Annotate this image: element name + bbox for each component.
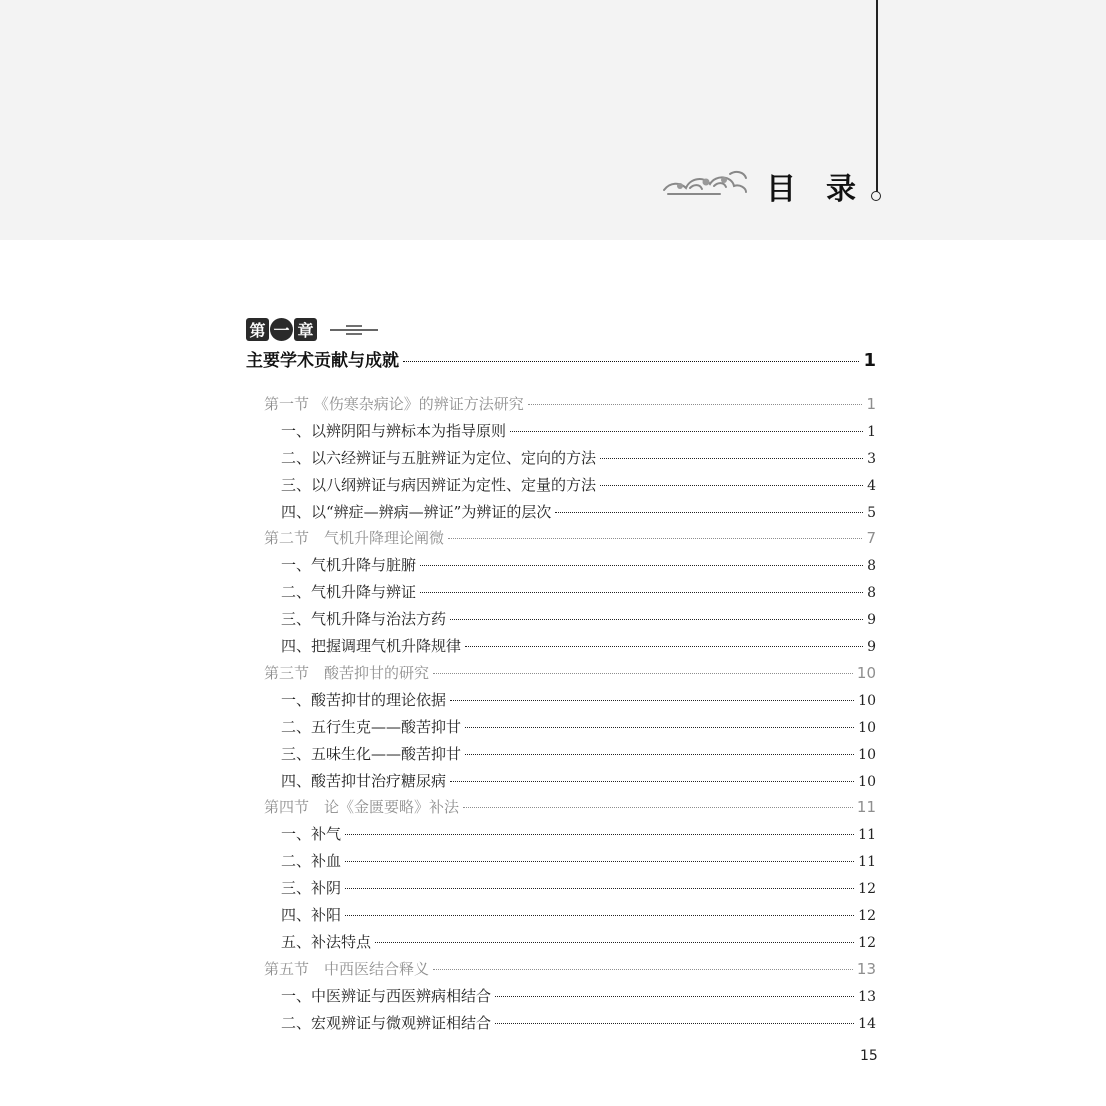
toc-page-number: 10 [858, 747, 876, 763]
dot-leader [345, 861, 854, 862]
toc-subsection-entry[interactable] [281, 770, 876, 791]
footer-page-number: 15 [860, 1048, 878, 1064]
toc-subsection-entry[interactable] [281, 447, 876, 468]
toc-chapter-title: 主要学术贡献与成就 [246, 351, 399, 371]
toc-subsection-label: 二、以六经辨证与五脏辨证为定位、定向的方法 [281, 449, 597, 467]
toc-page-number: 11 [858, 827, 876, 843]
toc-page-number: 12 [858, 935, 876, 951]
toc-page-number: 8 [867, 585, 876, 601]
toc-page-number: 12 [858, 908, 876, 924]
toc-page-number: 4 [867, 478, 876, 494]
dot-leader [463, 807, 853, 808]
toc-section-entry[interactable] [264, 393, 876, 414]
dot-leader [403, 361, 859, 362]
toc-subsection-entry[interactable] [281, 554, 876, 575]
toc-subsection-label: 一、以辨阴阳与辨标本为指导原则 [281, 422, 507, 440]
toc-subsection-entry[interactable] [281, 420, 876, 441]
toc-section-entry[interactable] [264, 958, 876, 979]
dot-leader [450, 619, 863, 620]
dot-leader [345, 888, 854, 889]
toc-subsection-entry[interactable] [281, 877, 876, 898]
toc-subsection-label: 一、中医辨证与西医辨病相结合 [281, 987, 492, 1005]
toc-page-number: 10 [858, 720, 876, 736]
toc-page-number: 12 [858, 881, 876, 897]
toc-page-number: 3 [867, 451, 876, 467]
toc-subsection-label: 二、五行生克——酸苦抑甘 [281, 718, 462, 736]
toc-page-number: 7 [866, 529, 876, 547]
toc-subsection-label: 一、补气 [281, 825, 342, 843]
chapter-badge-char: 章 [294, 318, 317, 341]
toc-section-label: 第五节 中西医结合释义 [264, 960, 430, 978]
dot-leader [600, 485, 863, 486]
toc-subsection-label: 三、以八纲辨证与病因辨证为定性、定量的方法 [281, 476, 597, 494]
toc-page-number: 10 [858, 774, 876, 790]
dot-leader [555, 512, 863, 513]
chapter-badge [246, 318, 318, 341]
toc-subsection-entry[interactable] [281, 931, 876, 952]
chapter-ornament-icon [330, 322, 378, 338]
toc-page-number: 9 [867, 639, 876, 655]
toc-subsection-label: 一、气机升降与脏腑 [281, 556, 417, 574]
toc-page-number: 11 [856, 798, 876, 816]
toc-subsection-entry[interactable] [281, 581, 876, 602]
toc-subsection-entry[interactable] [281, 474, 876, 495]
toc-page-number: 8 [867, 558, 876, 574]
toc-subsection-label: 四、酸苦抑甘治疗糖尿病 [281, 772, 447, 790]
toc-page-number: 5 [867, 505, 876, 521]
dot-leader [448, 538, 862, 539]
toc-section-label: 第一节 《伤寒杂病论》的辨证方法研究 [264, 395, 524, 413]
toc-subsection-label: 二、气机升降与辨证 [281, 583, 417, 601]
dot-leader [465, 754, 854, 755]
toc-subsection-entry[interactable] [281, 1012, 876, 1033]
toc-section-label: 第四节 论《金匮要略》补法 [264, 798, 460, 816]
toc-section-label: 第二节 气机升降理论阐微 [264, 529, 445, 547]
toc-subsection-label: 四、把握调理气机升降规律 [281, 637, 462, 655]
toc-page-number: 10 [856, 664, 876, 682]
toc-chapter-entry[interactable] [246, 346, 876, 371]
toc-subsection-entry[interactable] [281, 850, 876, 871]
toc-section-entry[interactable] [264, 527, 876, 548]
toc-page-number: 9 [867, 612, 876, 628]
dot-leader [510, 431, 863, 432]
toc-subsection-entry[interactable] [281, 823, 876, 844]
toc-page-number: 1 [867, 424, 876, 440]
dot-leader [465, 727, 854, 728]
toc-section-entry[interactable] [264, 662, 876, 683]
toc-subsection-label: 三、气机升降与治法方药 [281, 610, 447, 628]
dot-leader [450, 700, 854, 701]
dot-leader [433, 673, 853, 674]
toc-subsection-entry[interactable] [281, 689, 876, 710]
toc-subsection-label: 五、补法特点 [281, 933, 372, 951]
cloud-ornament-icon [660, 164, 750, 200]
dot-leader [433, 969, 853, 970]
dot-leader [345, 834, 854, 835]
toc-page-number: 10 [858, 693, 876, 709]
toc-subsection-label: 四、以“辨症—辨病—辨证”为辨证的层次 [281, 503, 552, 521]
toc-subsection-label: 三、五味生化——酸苦抑甘 [281, 745, 462, 763]
toc-page-number: 11 [858, 854, 876, 870]
toc-section-label: 第三节 酸苦抑甘的研究 [264, 664, 430, 682]
toc-section-entry[interactable] [264, 796, 876, 817]
chapter-badge-char: 第 [246, 318, 269, 341]
toc-subsection-entry[interactable] [281, 635, 876, 656]
dot-leader [495, 1023, 854, 1024]
toc-page-number: 1 [866, 395, 876, 413]
page-title: 目录 [766, 172, 886, 207]
toc-subsection-label: 三、补阴 [281, 879, 342, 897]
toc-subsection-entry[interactable] [281, 985, 876, 1006]
dot-leader [420, 565, 863, 566]
toc-subsection-label: 二、宏观辨证与微观辨证相结合 [281, 1014, 492, 1032]
header-band [0, 0, 1106, 240]
dot-leader [450, 781, 854, 782]
toc-page-number: 14 [858, 1016, 876, 1032]
chapter-badge-char: 一 [270, 318, 293, 341]
toc-page-number: 13 [858, 989, 876, 1005]
dot-leader [495, 996, 854, 997]
toc-subsection-label: 二、补血 [281, 852, 342, 870]
toc-page-number: 1 [863, 350, 876, 371]
toc-subsection-entry[interactable] [281, 608, 876, 629]
toc-subsection-entry[interactable] [281, 501, 876, 522]
toc-subsection-entry[interactable] [281, 743, 876, 764]
dot-leader [465, 646, 863, 647]
toc-subsection-entry[interactable] [281, 904, 876, 925]
toc-subsection-label: 一、酸苦抑甘的理论依据 [281, 691, 447, 709]
dot-leader [345, 915, 854, 916]
dot-leader [375, 942, 854, 943]
dot-leader [600, 458, 863, 459]
toc-subsection-entry[interactable] [281, 716, 876, 737]
dot-leader [528, 404, 863, 405]
dot-leader [420, 592, 863, 593]
toc-subsection-label: 四、补阳 [281, 906, 342, 924]
toc-page-number: 13 [856, 960, 876, 978]
